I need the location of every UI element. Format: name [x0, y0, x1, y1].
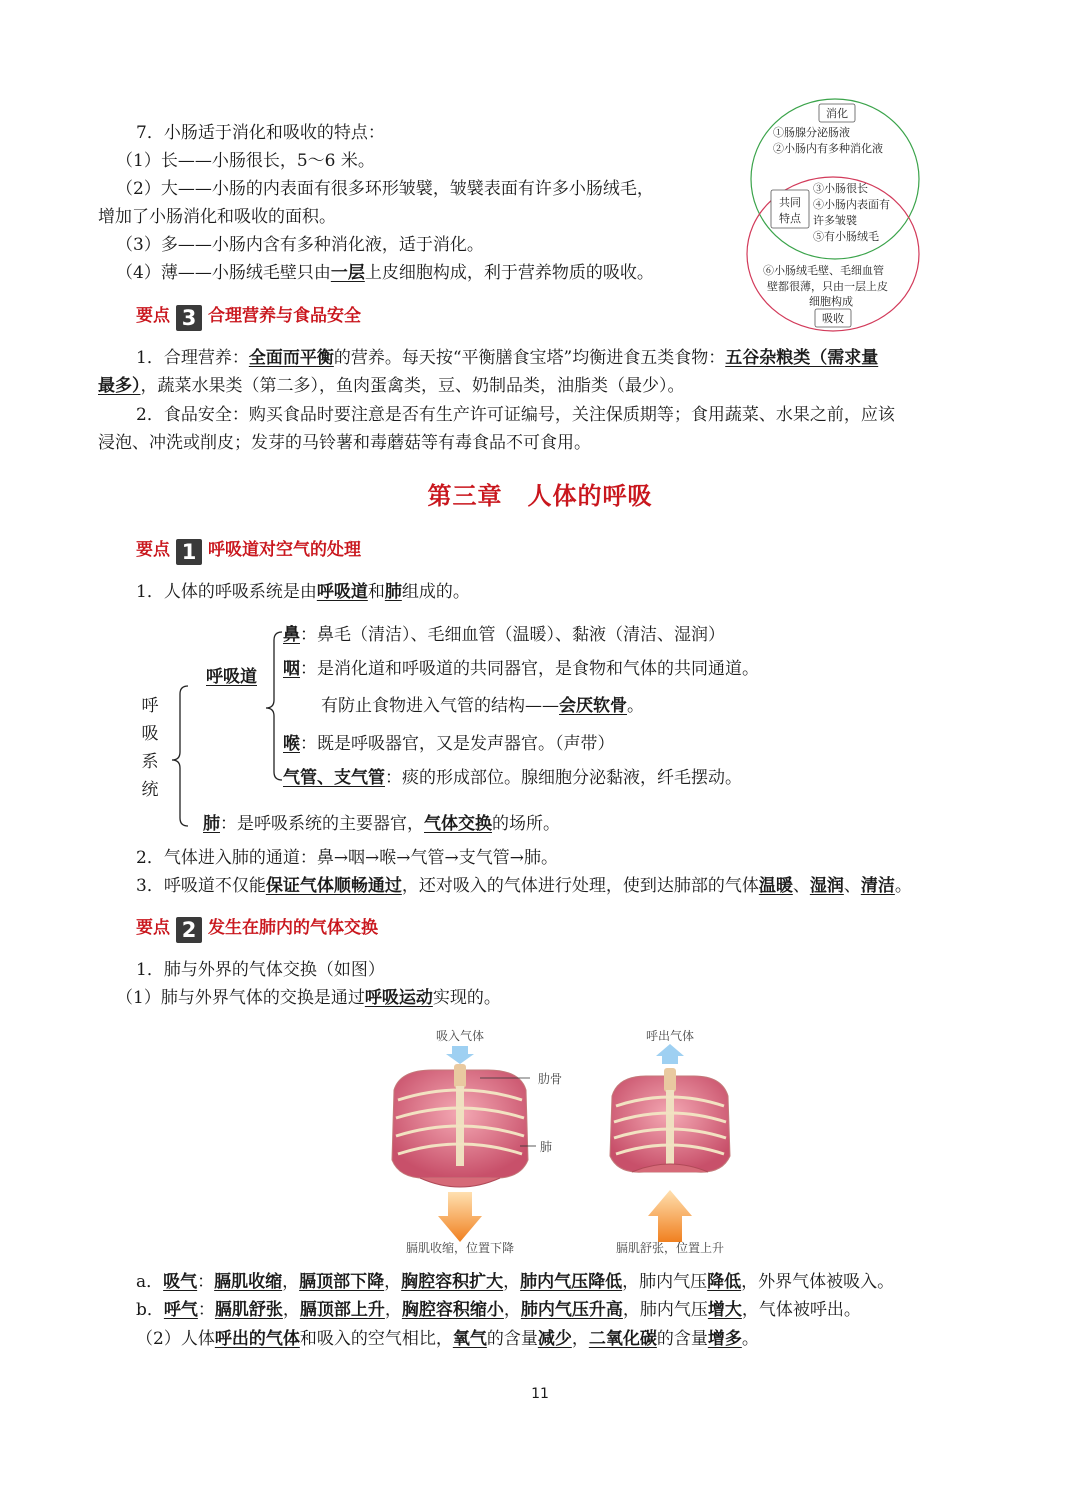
- underlined-term: 保证气体顺畅通过: [265, 876, 402, 896]
- text: 的含量: [486, 1329, 538, 1349]
- underlined-term: 清洁: [860, 876, 895, 896]
- underlined-term: 肺内气压降低: [520, 1272, 623, 1292]
- venn-mid-item3: 许多皱襞: [813, 214, 857, 227]
- text: b．: [136, 1300, 164, 1320]
- keypoint-title: 合理营养与食品安全: [208, 306, 361, 326]
- keypoint-3-heading: [136, 304, 361, 331]
- keypoint-prefix: 要点: [136, 918, 170, 938]
- text: ：是呼吸系统的主要器官，: [220, 814, 424, 834]
- underlined-term: 膈顶部上升: [299, 1300, 385, 1320]
- diaphragm-down-arrow-icon: [438, 1192, 482, 1242]
- keypoint-2-heading: [136, 916, 378, 943]
- text: 3．呼吸道不仅能: [136, 876, 266, 896]
- underlined-term: 全面而平衡: [248, 348, 334, 368]
- venn-diagram: [745, 94, 935, 334]
- text: 、: [843, 876, 861, 896]
- chapter-title: 第三章 人体的呼吸: [427, 482, 653, 510]
- keypoint-title: 发生在肺内的气体交换: [208, 918, 378, 938]
- text: ，外界气体被吸入。: [741, 1272, 895, 1292]
- venn-mid-item2: ④小肠内表面有: [813, 198, 890, 211]
- text: ，: [384, 1272, 402, 1292]
- keypoint-number-badge: 1: [176, 539, 202, 565]
- inhale-label: 吸入气体: [435, 1029, 485, 1043]
- text: 的场所。: [492, 814, 560, 834]
- text: 组成的。: [401, 582, 470, 602]
- text: 和吸入的空气相比，: [299, 1329, 453, 1349]
- underlined-term: 最多）: [98, 376, 141, 396]
- text: （2）人体: [136, 1329, 215, 1349]
- page-number: 11: [531, 1386, 549, 1402]
- underlined-term: 膈顶部下降: [299, 1272, 385, 1292]
- left-ribcage: [392, 1064, 528, 1242]
- venn-mid-label1: 共同: [779, 196, 801, 209]
- text: 。: [741, 1329, 759, 1349]
- tree-pharynx: [283, 657, 759, 681]
- tree-braces: [160, 618, 290, 838]
- kp3-para2-line2: 浸泡、冲洗或削皮；发芽的马铃薯和毒蘑菇等有毒食品不可食用。: [98, 433, 591, 453]
- text: ，: [503, 1300, 521, 1320]
- text: a．: [136, 1272, 164, 1292]
- section7-line2: （2）大——小肠的内表面有很多环形皱襞，皱襞表面有许多小肠绒毛，: [116, 179, 654, 199]
- kp2-para2: [116, 986, 501, 1010]
- underlined-term: 肺内气压升高: [520, 1300, 623, 1320]
- tree-trachea: [283, 766, 742, 790]
- venn-bot-item2: 壁都很薄，只由一层上皮: [767, 280, 888, 293]
- exhale-line: [136, 1298, 861, 1322]
- text: 有防止食物进入气管的结构——: [321, 696, 559, 716]
- text: 。: [894, 876, 912, 896]
- right-ribcage: [610, 1068, 730, 1242]
- diaphragm-up-arrow-icon: [648, 1190, 692, 1242]
- underlined-term: 肺: [203, 814, 220, 834]
- text: 上皮细胞构成，利于营养物质的吸收。: [364, 263, 654, 283]
- tree-lung: [203, 812, 560, 836]
- venn-top-label: 消化: [826, 107, 848, 120]
- text: 。: [627, 696, 644, 716]
- section7-line4: [116, 261, 654, 285]
- kp1-para1: [136, 580, 470, 604]
- text: ，肺内气压: [622, 1272, 708, 1292]
- inhale-line: [136, 1270, 894, 1294]
- rib-label: 肋骨: [538, 1072, 563, 1086]
- breathing-figure: [370, 1020, 770, 1260]
- text: 1．合理营养：: [136, 348, 249, 368]
- tree-root-char: 呼: [141, 696, 159, 716]
- underlined-term: 温暖: [758, 876, 793, 896]
- keypoint-1-heading: [136, 538, 361, 565]
- caption-right: 膈肌舒张，位置上升: [615, 1241, 725, 1255]
- keypoint-title: 呼吸道对空气的处理: [208, 540, 361, 560]
- underlined-term: 湿润: [809, 876, 844, 896]
- underlined-term: 肺: [384, 582, 402, 602]
- section7-line1: （1）长——小肠很长，5～6 米。: [116, 151, 375, 171]
- exhale-label: 呼出气体: [645, 1029, 695, 1043]
- underlined-term: 增多: [707, 1329, 742, 1349]
- tree-root: [140, 692, 160, 804]
- underlined-term: 膈肌收缩: [214, 1272, 283, 1292]
- text: ，: [384, 1300, 402, 1320]
- underlined-term: 五谷杂粮类（需求量: [725, 348, 879, 368]
- text: ，: [503, 1272, 521, 1292]
- text: 和: [367, 582, 385, 602]
- text: ，还对吸入的气体进行处理，使到达肺部的气体: [401, 876, 759, 896]
- kp1-para3: [136, 874, 912, 898]
- underlined-term: 吸气: [163, 1272, 198, 1292]
- exhale-arrow-icon: [656, 1044, 684, 1064]
- text: 1．人体的呼吸系统是由: [136, 582, 317, 602]
- text: ：是消化道和呼吸道的共同器官，是食物和气体的共同通道。: [300, 659, 759, 679]
- tree-root-char: 吸: [141, 724, 159, 744]
- tree-nose: [283, 623, 725, 647]
- tree-epiglottis: [321, 694, 644, 718]
- underlined-term: 喉: [283, 734, 300, 754]
- text: ：鼻毛（清洁）、毛细血管（温暖）、黏液（清洁、湿润）: [300, 625, 725, 645]
- text: ，: [571, 1329, 589, 1349]
- tree-branch-airway: 呼吸道: [206, 667, 257, 687]
- keypoint-prefix: 要点: [136, 540, 170, 560]
- lung-label: 肺: [540, 1140, 553, 1154]
- venn-bot-item1: ⑥小肠绒毛壁、毛细血管: [763, 264, 884, 277]
- section7-line3: （3）多——小肠内含有多种消化液，适于消化。: [116, 235, 484, 255]
- tree-root-char: 系: [141, 752, 159, 772]
- tree-root-char: 统: [141, 780, 159, 800]
- text: （4）薄——小肠绒毛壁只由: [116, 263, 331, 283]
- venn-bot-item3: 细胞构成: [809, 295, 853, 308]
- text: ：: [197, 1272, 215, 1292]
- underlined-term: 呼吸道: [316, 582, 368, 602]
- text: 的含量: [656, 1329, 708, 1349]
- underlined-term: 气管、支气管: [283, 768, 385, 788]
- venn-mid-item4: ⑤有小肠绒毛: [813, 230, 879, 243]
- underlined-term: 降低: [707, 1272, 742, 1292]
- underlined-term: 胸腔容积缩小: [401, 1300, 504, 1320]
- venn-top-item1: ①肠腺分泌肠液: [773, 126, 850, 139]
- text: 实现的。: [432, 988, 501, 1008]
- text: ，: [282, 1272, 300, 1292]
- text: ，气体被呼出。: [741, 1300, 861, 1320]
- kp3-para2-line1: 2．食品安全：购买食品时要注意是否有生产许可证编号，关注保质期等；食用蔬菜、水果之前，应该: [136, 405, 895, 425]
- venn-mid-label2: 特点: [779, 212, 801, 225]
- kp1-para2: 2．气体进入肺的通道：鼻→咽→喉→气管→支气管→肺。: [136, 848, 559, 868]
- caption-left: 膈肌收缩，位置下降: [405, 1241, 515, 1255]
- section7-title: 7．小肠适于消化和吸收的特点：: [136, 123, 385, 143]
- kp3-para1-line1: [136, 346, 878, 370]
- text: ，蔬菜水果类（第二多），鱼肉蛋禽类，豆、奶制品类，油脂类（最少）。: [140, 376, 685, 396]
- compare-line: [136, 1327, 759, 1351]
- tree-larynx: [283, 732, 615, 756]
- underlined-term: 一层: [330, 263, 365, 283]
- venn-mid-item1: ③小肠很长: [813, 182, 868, 195]
- text: ，: [282, 1300, 300, 1320]
- text: ：既是呼吸器官，又是发声器官。（声带）: [300, 734, 615, 754]
- inhale-arrow-icon: [446, 1046, 474, 1064]
- underlined-term: 会厌软骨: [559, 696, 627, 716]
- text: ，肺内气压: [622, 1300, 708, 1320]
- underlined-term: 气体交换: [424, 814, 492, 834]
- underlined-term: 呼气: [163, 1300, 198, 1320]
- venn-bottom-label: 吸收: [822, 312, 844, 325]
- keypoint-prefix: 要点: [136, 306, 170, 326]
- keypoint-number-badge: 2: [176, 917, 202, 943]
- underlined-term: 氧气: [452, 1329, 487, 1349]
- kp3-para1-line2: [98, 374, 685, 398]
- underlined-term: 胸腔容积扩大: [401, 1272, 504, 1292]
- keypoint-number-badge: 3: [176, 305, 202, 331]
- venn-top-item2: ②小肠内有多种消化液: [773, 142, 883, 155]
- underlined-term: 咽: [283, 659, 300, 679]
- underlined-term: 呼出的气体: [214, 1329, 300, 1349]
- underlined-term: 增大: [707, 1300, 742, 1320]
- underlined-term: 减少: [537, 1329, 572, 1349]
- text: ：: [197, 1300, 215, 1320]
- kp2-para1: 1．肺与外界的气体交换（如图）: [136, 960, 385, 980]
- underlined-term: 二氧化碳: [588, 1329, 657, 1349]
- text: （1）肺与外界气体的交换是通过: [116, 988, 365, 1008]
- section7-line2b: 增加了小肠消化和吸收的面积。: [98, 207, 336, 227]
- underlined-term: 膈肌舒张: [214, 1300, 283, 1320]
- text: 的营养。每天按“平衡膳食宝塔”均衡进食五类食物：: [333, 348, 726, 368]
- underlined-term: 呼吸运动: [364, 988, 433, 1008]
- underlined-term: 鼻: [283, 625, 300, 645]
- text: 、: [792, 876, 810, 896]
- text: ：痰的形成部位。腺细胞分泌黏液，纤毛摆动。: [385, 768, 742, 788]
